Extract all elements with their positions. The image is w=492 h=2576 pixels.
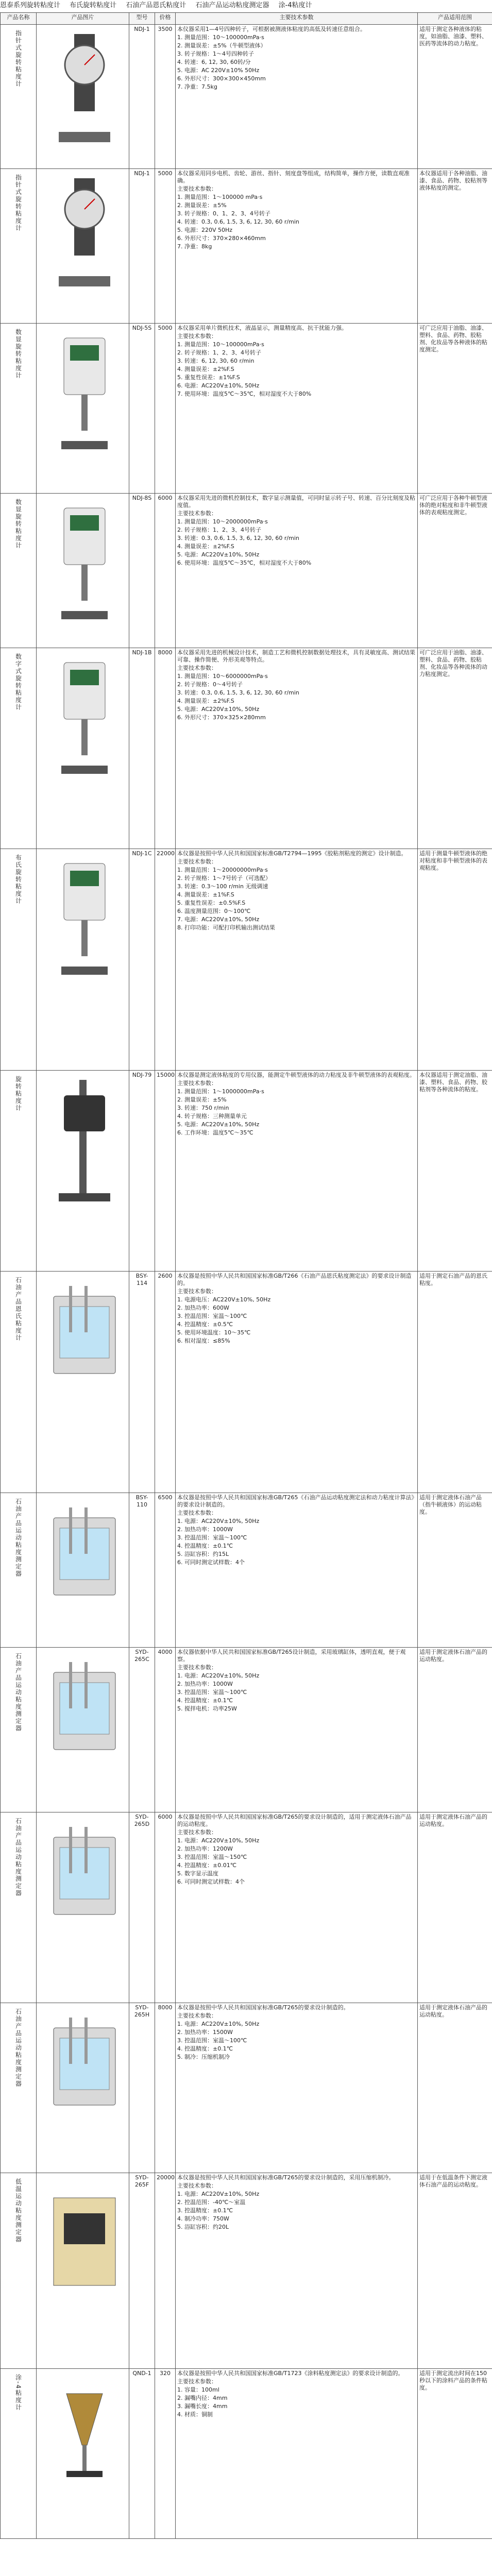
product-image-cell	[37, 2369, 129, 2539]
description-line: 2. 测量误差：±5%（牛顿型液体）	[177, 42, 266, 49]
description-line: 3. 控温范围：室温～150℃	[177, 1854, 247, 1860]
description-line: 主要技术参数：	[177, 2012, 217, 2019]
product-image-cell	[37, 1648, 129, 1812]
product-description	[176, 2369, 418, 2539]
product-description	[176, 648, 418, 849]
description-line: 1. 电源：AC220V±10%, 50Hz	[177, 2191, 260, 2197]
product-application: 可广泛应用于油脂、油漆、塑料、食品、药物、胶粘剂、化妆品等各种液体的粘度测定。	[418, 324, 492, 494]
description-line: 主要技术参数：	[177, 1829, 217, 1836]
description-line: 7. 电源：AC220V±10%, 50Hz	[177, 916, 260, 923]
header-price: 价格	[155, 13, 176, 25]
table-row	[1, 849, 492, 1071]
product-name-cell	[1, 1071, 37, 1272]
product-name-cell	[1, 1648, 37, 1812]
product-photo	[38, 2373, 129, 2502]
description-line: 4. 控温精度：±0.1℃	[177, 1543, 233, 1549]
product-price: 5000	[155, 324, 176, 494]
product-image-cell	[37, 169, 129, 324]
description-line: 3. 转子规格：1～4号四种转子	[177, 50, 254, 57]
description-line: 5. 使用环境温度：10～35℃	[177, 1329, 251, 1336]
product-name: 石油产品运动粘度测定器	[14, 1498, 22, 1578]
description-line: 6. 可同时测定试样数：4个	[177, 1878, 245, 1885]
description-line: 本仪器是按照中华人民共和国国家标准GB/T265《石油产品运动粘度测定法和动力粘度计算法》的要求设计制造的。	[177, 1494, 414, 1508]
product-name-cell	[1, 2173, 37, 2369]
table-row	[1, 2369, 492, 2539]
description-line: 6. 工作环境：温度5℃～35℃	[177, 1129, 253, 1136]
product-name: 石油产品恩氏粘度计	[14, 1277, 22, 1342]
product-name-cell	[1, 1272, 37, 1493]
product-application: 适用于测定石油产品的恩氏粘度。	[418, 1272, 492, 1493]
description-line: 本仪器采用先进的机械设计技术，制造工艺和微机控制数据处理技术，具有灵敏度高、测试结果可靠、操作简便、外形美观等特点。	[177, 649, 415, 663]
description-line: 6. 可同时测定试样数：4个	[177, 1559, 245, 1566]
product-photo	[38, 1497, 129, 1626]
description-line: 3. 控温范围：室温～100℃	[177, 1534, 247, 1541]
product-image-cell	[37, 494, 129, 648]
description-line: 主要技术参数：	[177, 185, 217, 192]
description-line: 3. 转速：6, 12, 30, 60 r/min	[177, 358, 255, 364]
product-description	[176, 1272, 418, 1493]
description-line: 主要技术参数：	[177, 858, 217, 865]
description-line: 3. 转速：0.3～100 r/min 无级调速	[177, 883, 268, 890]
description-line: 5. 电源：AC 220V±10% 50Hz	[177, 67, 260, 74]
description-line: 4. 控温精度：±0.01℃	[177, 1862, 237, 1869]
product-name: 指针式旋转粘度计	[14, 30, 22, 88]
table-row	[1, 169, 492, 324]
description-line: 2. 控温范围：-40℃～室温	[177, 2199, 246, 2206]
product-price: 320	[155, 2369, 176, 2539]
product-application: 适用于测定液体石油产品的运动粘度。	[418, 1812, 492, 2003]
product-name: 布氏旋转粘度计	[14, 854, 22, 905]
description-line: 3. 转速：750 r/min	[177, 1105, 229, 1111]
product-description	[176, 494, 418, 648]
product-model: BSY-114	[129, 1272, 155, 1493]
description-line: 5. 浴缸容积：约15L	[177, 1551, 229, 1557]
product-price: 22000	[155, 849, 176, 1071]
description-line: 主要技术参数：	[177, 2378, 217, 2385]
product-name: 数显旋转粘度计	[14, 329, 22, 379]
description-line: 5. 重复性误差：±1%F.S	[177, 374, 240, 381]
description-line: 5. 制冷：压缩机制冷	[177, 2054, 230, 2060]
product-price: 8000	[155, 2003, 176, 2173]
product-model: NDJ-1B	[129, 648, 155, 849]
product-price: 15000	[155, 1071, 176, 1272]
product-image-cell	[37, 1071, 129, 1272]
product-application: 适用于测定各种液体的粘度，如油脂、油漆、塑料、医药等流体的动力粘度。	[418, 25, 492, 169]
description-line: 本仪器采用同步电机、齿轮、游丝、指针、刻度盘等组成，结构简单，操作方便，读数直观准确。	[177, 170, 410, 184]
description-line: 3. 转速：0.3, 0.6, 1.5, 3, 6, 12, 30, 60 r/min	[177, 689, 299, 696]
product-description	[176, 169, 418, 324]
description-line: 4. 测量误差：±2%F.S	[177, 543, 234, 550]
header-item: 布氏旋转粘度计	[70, 2, 117, 9]
description-line: 2. 加热功率：1000W	[177, 1526, 233, 1533]
product-description	[176, 324, 418, 494]
description-line: 1. 电源电压：AC220V±10%, 50Hz	[177, 1296, 271, 1303]
description-line: 2. 测量误差：±5%	[177, 202, 227, 209]
product-image-cell	[37, 648, 129, 849]
description-line: 主要技术参数：	[177, 2182, 217, 2189]
product-name: 旋转粘度计	[14, 1076, 22, 1112]
product-photo	[38, 328, 129, 456]
product-name: 石油产品运动粘度测定器	[14, 1818, 22, 1897]
description-line: 本仪器是按照中华人民共和国国家标准GB/T1723《涂料粘度测定法》的要求设计制造的。	[177, 2370, 404, 2377]
product-model: NDJ-1	[129, 25, 155, 169]
product-image-cell	[37, 849, 129, 1071]
product-model: SYD-265C	[129, 1648, 155, 1812]
description-line: 3. 控温范围：室温～100℃	[177, 2037, 247, 2044]
description-line: 6. 使用环境：温度5℃～35℃，相对湿度不大于80%	[177, 560, 312, 566]
description-line: 1. 电源：AC220V±10%, 50Hz	[177, 1672, 260, 1679]
product-price: 4000	[155, 1648, 176, 1812]
description-line: 主要技术参数：	[177, 333, 217, 340]
description-line: 3. 转速：0.3, 0.6, 1.5, 3, 6, 12, 30, 60 r/min	[177, 535, 299, 541]
description-line: 8. 打印功能：可配打印机输出测试结果	[177, 924, 275, 931]
description-line: 1. 测量范围：1～100000 mPa·s	[177, 194, 263, 200]
product-photo	[38, 2177, 129, 2306]
product-model: SYD-265H	[129, 2003, 155, 2173]
header-item: 石油产品恩氏粘度计	[126, 2, 186, 9]
product-name: 数显旋转粘度计	[14, 499, 22, 549]
product-model: SYD-265D	[129, 1812, 155, 2003]
product-price: 6000	[155, 494, 176, 648]
description-line: 2. 加热功率：600W	[177, 1304, 229, 1311]
description-line: 3. 漏嘴长度：4mm	[177, 2403, 228, 2410]
product-name: 数字式旋转粘度计	[14, 653, 22, 711]
description-line: 5. 搅拌电机：功率25W	[177, 1705, 237, 1712]
product-photo	[38, 1652, 129, 1781]
product-price: 5000	[155, 169, 176, 324]
table-row	[1, 2173, 492, 2369]
product-name: 指针式旋转粘度计	[14, 174, 22, 232]
description-line: 本仪器采用单片微机技术，液晶显示，测量精度高、抗干扰能力强。	[177, 325, 347, 331]
description-line: 7. 使用环境：温度5℃～35℃，相对湿度不大于80%	[177, 391, 312, 397]
header-image: 产品图片	[37, 13, 129, 25]
header-item: 涂-4粘度计	[278, 2, 312, 9]
product-photo	[38, 652, 129, 781]
table-row	[1, 1493, 492, 1648]
product-model: NDJ-5S	[129, 324, 155, 494]
product-application: 适用于测定液体石油产品的运动粘度。	[418, 2003, 492, 2173]
product-photo	[38, 498, 129, 626]
product-photo	[38, 1276, 129, 1404]
description-line: 5. 重复性误差：±0.5%F.S	[177, 900, 246, 906]
product-model: NDJ-1C	[129, 849, 155, 1071]
product-table	[0, 12, 492, 2539]
product-image-cell	[37, 25, 129, 169]
product-price: 6500	[155, 1493, 176, 1648]
product-description	[176, 1812, 418, 2003]
description-line: 4. 材质：铜制	[177, 2411, 213, 2418]
header-model: 型号	[129, 13, 155, 25]
product-image-cell	[37, 1272, 129, 1493]
description-line: 3. 控温范围：室温～100℃	[177, 1689, 247, 1696]
product-application: 本仪器适用于测定油脂、油漆、塑料、食品、药物、胶粘剂等各种流体的粘度。	[418, 1071, 492, 1272]
product-image-cell	[37, 324, 129, 494]
description-line: 2. 转子规格：1、2、3、4号转子	[177, 527, 261, 533]
header-name: 产品名称	[1, 13, 37, 25]
product-description	[176, 2173, 418, 2369]
description-line: 1. 测量范围：1～20000000mPa·s	[177, 867, 268, 873]
description-line: 5. 浴缸容积：约20L	[177, 2224, 229, 2230]
product-image-cell	[37, 2173, 129, 2369]
product-name-cell	[1, 494, 37, 648]
description-line: 1. 测量范围：10～100000mPa·s	[177, 34, 264, 41]
product-model: BSY-110	[129, 1493, 155, 1648]
product-model: NDJ-79	[129, 1071, 155, 1272]
product-image-cell	[37, 2003, 129, 2173]
description-line: 4. 测量误差：±1%F.S	[177, 891, 234, 898]
description-line: 2. 加热功率：1500W	[177, 2029, 233, 2036]
product-photo	[38, 853, 129, 982]
description-line: 2. 漏嘴内径：4mm	[177, 2395, 228, 2401]
product-name-cell	[1, 648, 37, 849]
product-photo	[38, 2007, 129, 2136]
product-application: 可广泛应用于油脂、油漆、塑料、食品、药物、胶粘剂、化妆品等各种流体的动力粘度测定。	[418, 648, 492, 849]
product-name-cell	[1, 169, 37, 324]
description-line: 2. 转子规格：1～7号转子（可选配）	[177, 875, 271, 882]
description-line: 7. 净重：8kg	[177, 243, 212, 250]
description-line: 4. 控温精度：±0.1℃	[177, 1697, 233, 1704]
description-line: 1. 电源：AC220V±10%, 50Hz	[177, 1837, 260, 1844]
description-line: 主要技术参数：	[177, 665, 217, 671]
description-line: 6. 电源：AC220V±10%, 50Hz	[177, 382, 260, 389]
product-name-cell	[1, 1812, 37, 2003]
description-line: 本仪器依据中华人民共和国国家标准GB/T265设计制造，采用玻璃缸体，透明直观，便于观察。	[177, 1649, 406, 1663]
product-description	[176, 1493, 418, 1648]
header-item: 恩泰系列旋转粘度计	[0, 2, 61, 9]
header-item: 石油产品运动粘度测定器	[195, 2, 269, 9]
product-application: 适用于测量牛顿型液体的绝对粘度和非牛顿型液体的表观粘度。	[418, 849, 492, 1071]
product-name-cell	[1, 25, 37, 169]
header-desc: 主要技术参数	[176, 13, 418, 25]
product-description	[176, 25, 418, 169]
table-row	[1, 648, 492, 849]
product-name: 石油产品运动粘度测定器	[14, 1653, 22, 1732]
product-application: 适用于测定液体石油产品（指牛顿液体）的运动粘度。	[418, 1493, 492, 1648]
description-line: 4. 制冷功率：750W	[177, 2215, 229, 2222]
description-line: 6. 温度测量范围：0～100℃	[177, 908, 251, 914]
description-line: 3. 控温精度：±0.1℃	[177, 2207, 233, 2214]
table-row	[1, 324, 492, 494]
description-line: 2. 测量误差：±5%	[177, 1096, 227, 1103]
product-model: NDJ-8S	[129, 494, 155, 648]
product-photo	[38, 1817, 129, 1945]
description-line: 4. 控温精度：±0.1℃	[177, 2045, 233, 2052]
description-line: 5. 数字显示温度	[177, 1870, 218, 1877]
description-line: 7. 净重：7.5kg	[177, 83, 217, 90]
description-line: 本仪器是按照中华人民共和国国家标准GB/T265的要求设计制造的。	[177, 2004, 349, 2011]
table-header-row	[1, 13, 492, 25]
description-line: 1. 测量范围：10～2000000mPa·s	[177, 518, 268, 525]
product-price: 20000	[155, 2173, 176, 2369]
description-line: 2. 转子规格：0～4号转子	[177, 681, 243, 688]
product-application: 本仪器适用于各种油脂、油漆、食品、药物、胶粘剂等液体粘度的测定。	[418, 169, 492, 324]
product-model: NDJ-1	[129, 169, 155, 324]
product-description	[176, 849, 418, 1071]
product-name: 石油产品运动粘度测定器	[14, 2008, 22, 2088]
product-name-cell	[1, 849, 37, 1071]
table-row	[1, 1272, 492, 1493]
description-line: 5. 电源：AC220V±10%, 50Hz	[177, 551, 260, 558]
description-line: 本仪器采用先进的微机控制技术，数字显示测量值，可同时显示转子号、转速、百分比刻度及粘度值。	[177, 495, 415, 509]
description-line: 本仪器是按照中华人民共和国国家标准GB/T265的要求设计制造的，适用于测定液体石油产品的运动粘度。	[177, 1814, 412, 1827]
description-line: 2. 加热功率：1200W	[177, 1845, 233, 1852]
table-row	[1, 2003, 492, 2173]
product-image-cell	[37, 1493, 129, 1648]
product-price: 2600	[155, 1272, 176, 1493]
description-line: 1. 电源：AC220V±10%, 50Hz	[177, 2021, 260, 2027]
description-line: 2. 加热功率：1000W	[177, 1681, 233, 1687]
product-price: 6000	[155, 1812, 176, 2003]
product-price: 8000	[155, 648, 176, 849]
description-line: 3. 转子规格：0、1、2、3、4号转子	[177, 210, 270, 217]
description-line: 1. 容量：100ml	[177, 2386, 219, 2393]
description-line: 4. 转速：0.3, 0.6, 1.5, 3, 6, 12, 30, 60 r/min	[177, 218, 299, 225]
description-line: 5. 电源：AC220V±10%, 50Hz	[177, 706, 260, 713]
description-line: 主要技术参数：	[177, 1664, 217, 1671]
description-line: 4. 转速：6, 12, 30, 60转/分	[177, 59, 251, 65]
description-line: 本仪器是按照中华人民共和国国家标准GB/T2794—1995《胶粘剂粘度的测定》设计制造。	[177, 850, 407, 857]
product-name: 涂-4粘度计	[14, 2374, 22, 2411]
table-row	[1, 1648, 492, 1812]
description-line: 1. 测量范围：10～6000000mPa·s	[177, 673, 268, 680]
description-line: 6. 相对湿度：≤85%	[177, 1337, 230, 1344]
product-model: SYD-265F	[129, 2173, 155, 2369]
description-line: 本仪器是按照中华人民共和国国家标准GB/T266《石油产品恩氏粘度测定法》的要求设计制造的。	[177, 1273, 412, 1286]
product-name-cell	[1, 2369, 37, 2539]
description-line: 1. 电源：AC220V±10%, 50Hz	[177, 1518, 260, 1524]
description-line: 6. 外形尺寸：300×300×450mm	[177, 75, 266, 82]
product-application: 适用于测定液体石油产品的运动粘度。	[418, 1648, 492, 1812]
table-row	[1, 25, 492, 169]
description-line: 4. 测量误差：±2%F.S	[177, 366, 234, 372]
description-line: 6. 外形尺寸：370×325×280mm	[177, 714, 266, 721]
description-line: 主要技术参数：	[177, 510, 217, 517]
description-line: 主要技术参数：	[177, 1510, 217, 1516]
description-line: 本仪器采用1—4号四种转子，可根据被测液体粘度的高低及转速任意组合。	[177, 26, 366, 32]
description-line: 4. 控温精度：±0.5℃	[177, 1321, 233, 1328]
product-description	[176, 2003, 418, 2173]
table-row	[1, 1071, 492, 1272]
description-line: 5. 电源：220V 50Hz	[177, 227, 233, 233]
product-name: 低温运动粘度测定器	[14, 2178, 22, 2243]
product-photo	[38, 1075, 129, 1204]
product-name-cell	[1, 324, 37, 494]
description-line: 主要技术参数：	[177, 1080, 217, 1087]
description-line: 1. 测量范围：10～100000mPa·s	[177, 341, 264, 348]
description-line: 1. 测量范围：1～1000000mPa·s	[177, 1088, 264, 1095]
product-description	[176, 1648, 418, 1812]
table-row	[1, 1812, 492, 2003]
product-name-cell	[1, 2003, 37, 2173]
description-line: 2. 转子规格：1、2、3、4号转子	[177, 349, 261, 356]
product-price: 3500	[155, 25, 176, 169]
product-image-cell	[37, 1812, 129, 2003]
description-line: 本仪器是按照中华人民共和国国家标准GB/T265的要求设计制造的，采用压缩机制冷。	[177, 2174, 395, 2181]
header-app: 产品适用范围	[418, 13, 492, 25]
product-application: 适用于在低温条件下测定液体石油产品的运动粘度。	[418, 2173, 492, 2369]
product-application: 可广泛应用于各种牛顿型液体的绝对粘度和非牛顿型液体的表观粘度测定。	[418, 494, 492, 648]
description-line: 本仪器是测定液体粘度的专用仪器，能测定牛顿型液体的动力粘度及非牛顿型液体的表观粘度。	[177, 1072, 415, 1078]
product-photo	[38, 29, 129, 158]
description-line: 5. 电源：AC220V±10%, 50Hz	[177, 1121, 260, 1128]
product-name-cell	[1, 1493, 37, 1648]
description-line: 主要技术参数：	[177, 1288, 217, 1295]
table-row	[1, 494, 492, 648]
catalog-header	[0, 0, 492, 11]
description-line: 6. 外形尺寸：370×280×460mm	[177, 235, 266, 242]
product-model: QND-1	[129, 2369, 155, 2539]
product-application: 适用于测定流出时间在150秒以下的涂料产品的条件粘度。	[418, 2369, 492, 2539]
description-line: 4. 测量误差：±2%F.S	[177, 698, 234, 704]
description-line: 4. 转子规格：三种测量单元	[177, 1113, 247, 1120]
product-photo	[38, 173, 129, 302]
description-line: 3. 控温范围：室温～100℃	[177, 1313, 247, 1319]
product-description	[176, 1071, 418, 1272]
